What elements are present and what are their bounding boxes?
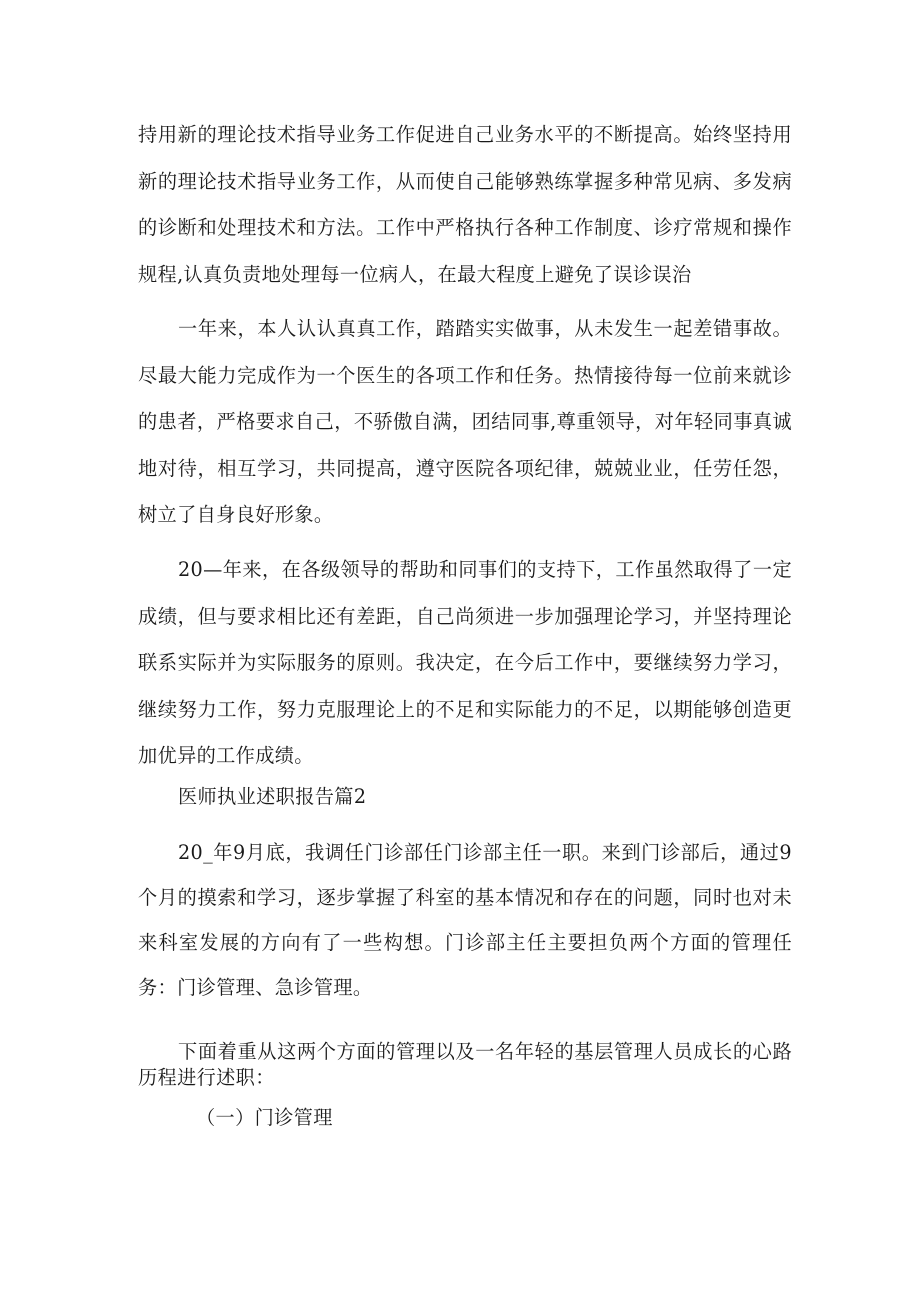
section-heading: 医师执业述职报告篇2 bbox=[178, 785, 367, 808]
paragraph-4: 20_年9月底，我调任门诊部任门诊部主任一职。来到门诊部后，通过9个月的摸索和学习，逐步掌握了科室的基本情况和存在的问题，同时也对未来科室发展的方向有了一些构想。门诊部主任主要担负两个方面的管理任务：门诊管理、急诊管理。 bbox=[138, 841, 792, 999]
paragraph-5: 下面着重从这两个方面的管理以及一名年轻的基层管理人员成长的心路历程进行述职： bbox=[138, 1040, 792, 1089]
paragraph-2: 一年来，本人认认真真工作，踏踏实实做事，从未发生一起差错事故。尽最大能力完成作为一个医生的各项工作和任务。热情接待每一位前来就诊的患者，严格要求自己，不骄傲自满，团结同事,尊重领导，对年轻同事真诚地对待，相互学习，共同提高，遵守医院各项纪律，兢兢业业，任劳任怨，树立了自身良好形象。 bbox=[138, 317, 792, 526]
subsection-heading: （一）门诊管理 bbox=[196, 1106, 333, 1129]
paragraph-1: 持用新的理论技术指导业务工作促进自己业务水平的不断提高。始终坚持用新的理论技术指导业务工作，从而使自己能够熟练掌握多种常见病、多发病的诊断和处理技术和方法。工作中严格执行各种工作制度、诊疗常规和操作规程,认真负责地处理每一位病人，在最大程度上避免了误诊误治 bbox=[138, 123, 792, 286]
paragraph-3: 20—年来，在各级领导的帮助和同事们的支持下，工作虽然取得了一定成绩，但与要求相比还有差距，自己尚须进一步加强理论学习，并坚持理论联系实际并为实际服务的原则。我决定，在今后工作中，要继续努力学习，继续努力工作，努力克服理论上的不足和实际能力的不足，以期能够创造更加优异的工作成绩。 bbox=[138, 558, 792, 767]
